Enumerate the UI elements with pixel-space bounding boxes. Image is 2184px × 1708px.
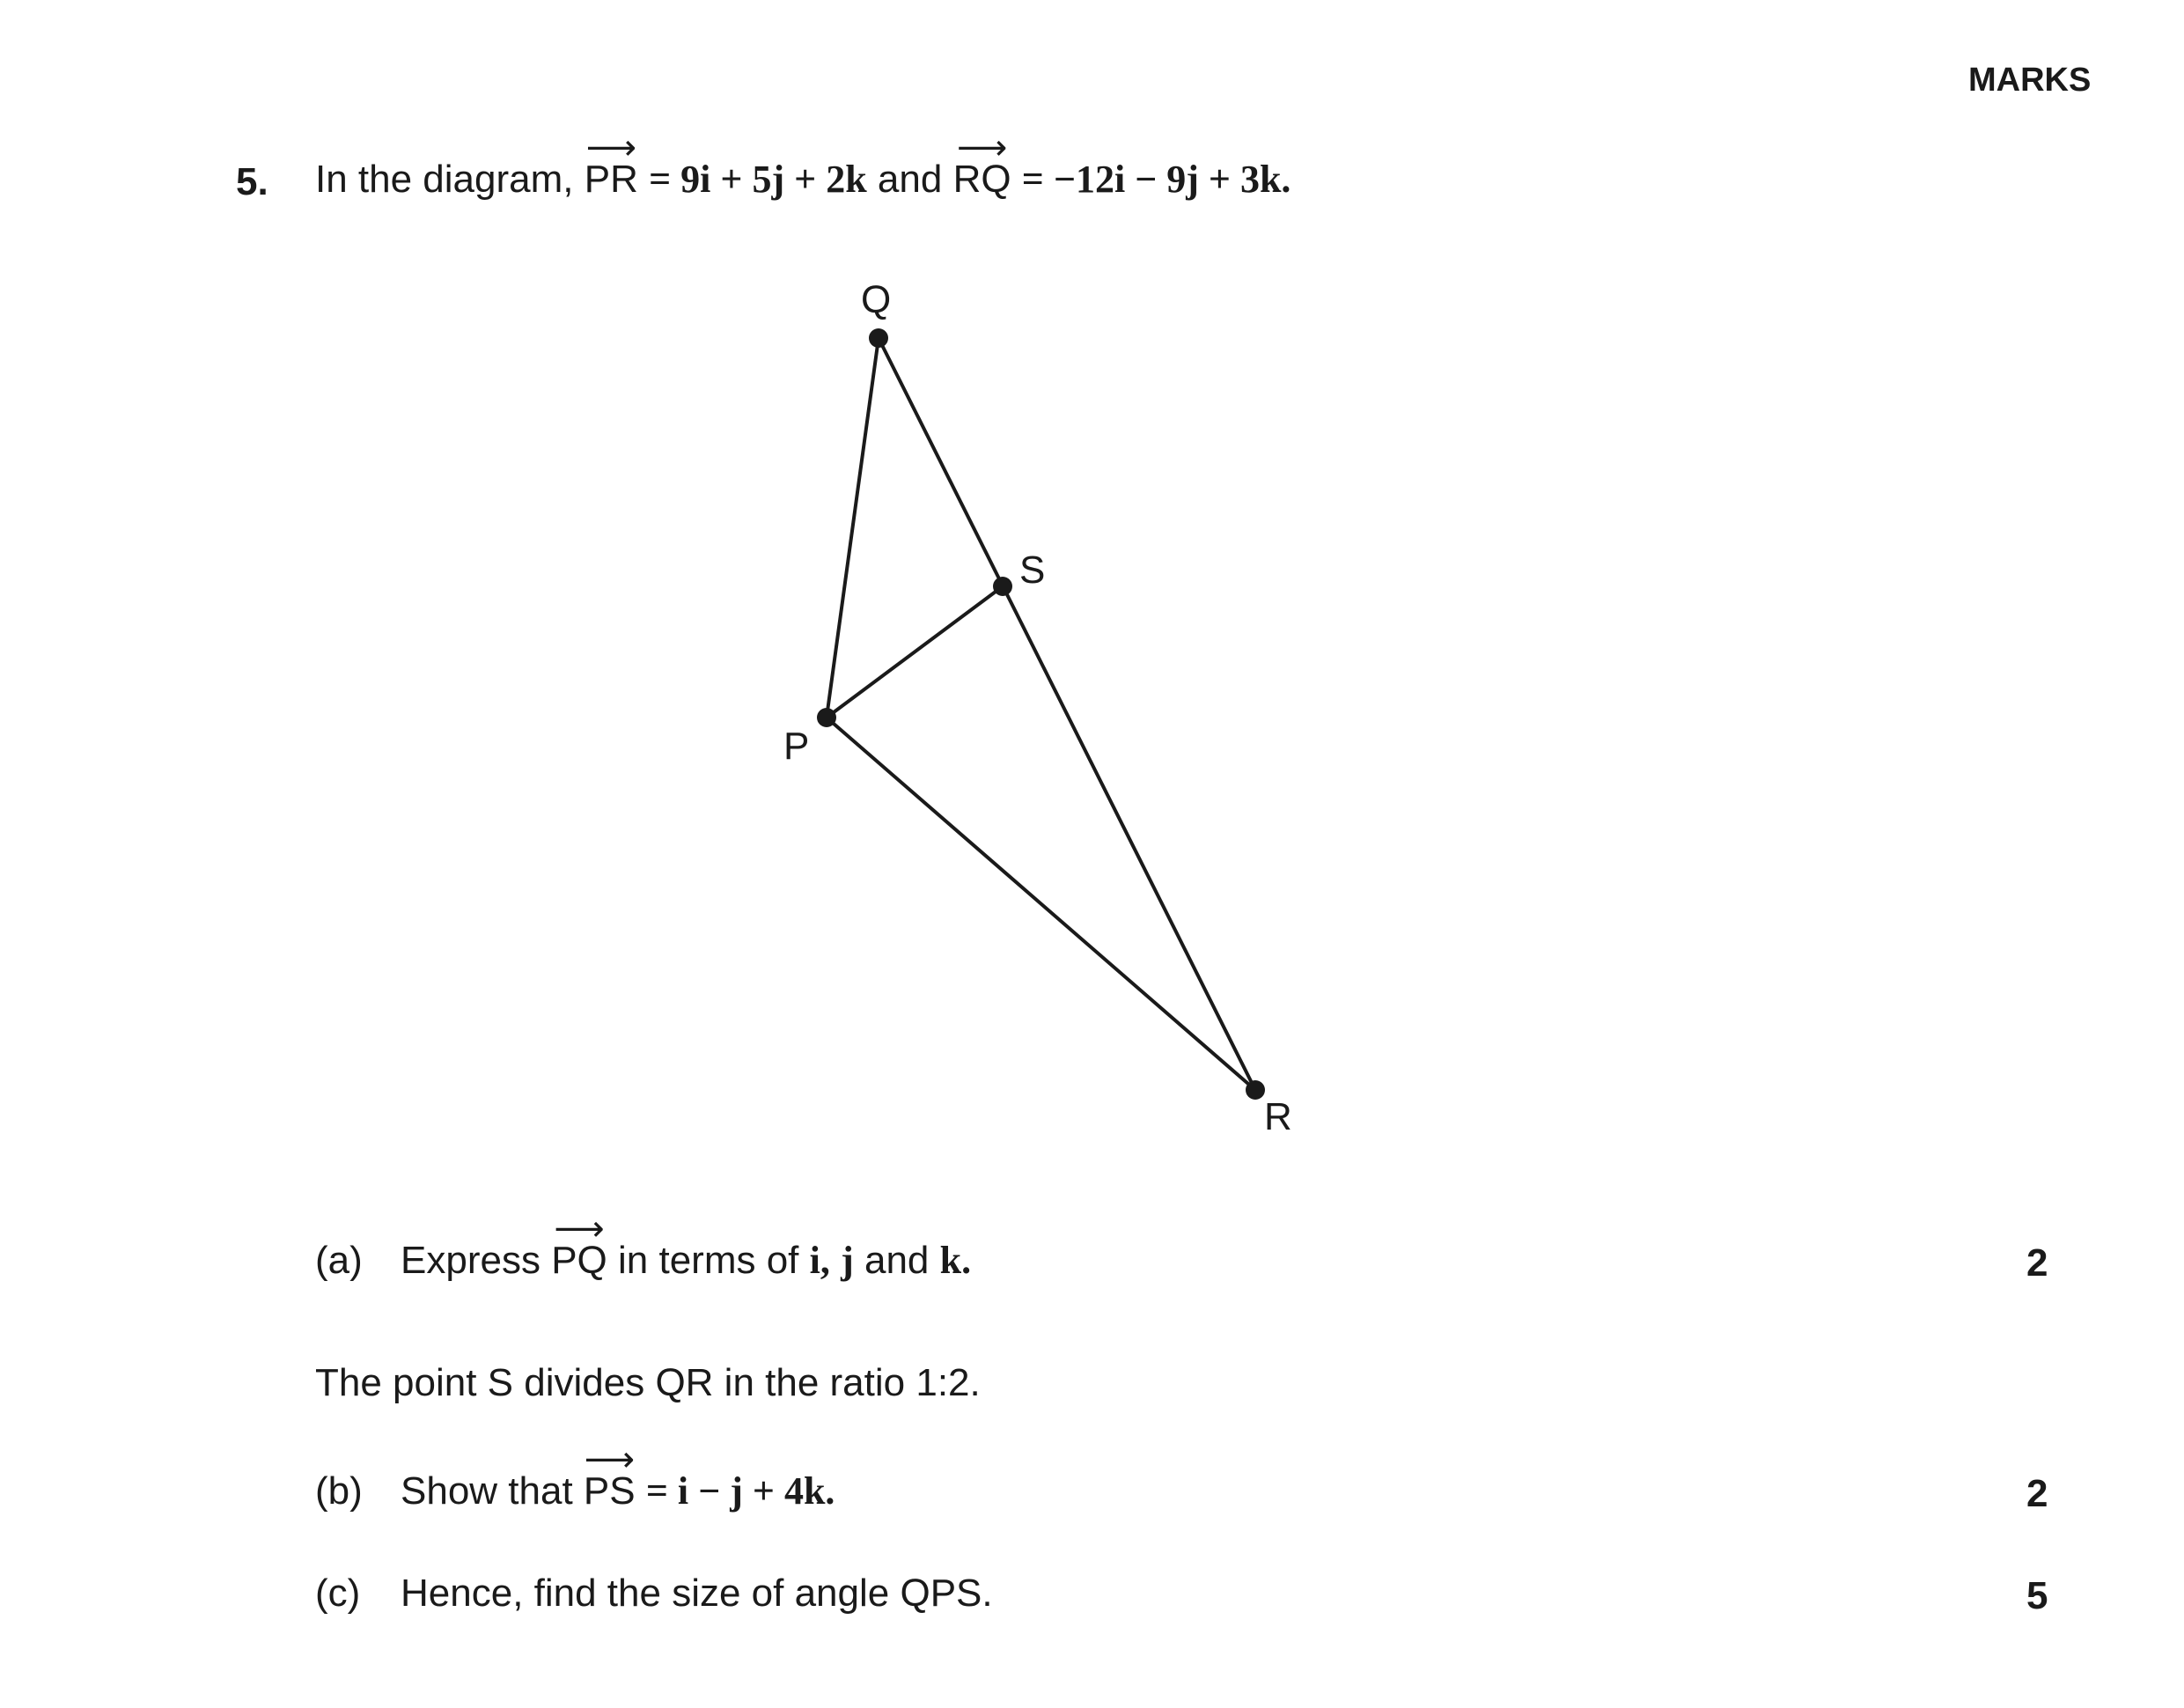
intro-and: and [877, 158, 943, 201]
vector-arrow-icon: ⟶ [554, 1209, 605, 1249]
edge-qr [879, 338, 1255, 1090]
part-c-label: (c) [315, 1572, 361, 1615]
vector-rq: ⟶ RQ [952, 128, 1011, 201]
edge-pr [827, 718, 1255, 1090]
point-q [869, 328, 888, 348]
intro-lead: In the diagram, [315, 158, 574, 201]
part-a-marks: 2 [2026, 1241, 2048, 1285]
part-b-marks: 2 [2026, 1472, 2048, 1515]
point-s [993, 577, 1012, 596]
vector-pq: ⟶ PQ [551, 1209, 607, 1282]
part-a-label: (a) [315, 1239, 363, 1282]
part-c-marks: 5 [2026, 1574, 2048, 1617]
label-p: P [783, 725, 810, 768]
part-c-text: Hence, find the size of angle QPS. [401, 1572, 993, 1615]
vector-arrow-icon: ⟶ [584, 1439, 635, 1480]
label-q: Q [861, 278, 892, 321]
part-b-label: (b) [315, 1469, 363, 1513]
point-r [1246, 1080, 1265, 1100]
ratio-statement: The point S divides QR in the ratio 1:2. [315, 1361, 981, 1404]
part-a-text: Express ⟶ PQ in terms of i, j and k. [401, 1209, 972, 1282]
ps-equation: = i − j + 4k. [645, 1469, 835, 1513]
marks-column-header: MARKS [1968, 62, 2092, 99]
edge-ps [827, 586, 1003, 718]
vector-pr: ⟶ PR [584, 128, 638, 201]
question-number: 5. [236, 160, 268, 203]
part-b-text: Show that ⟶ PS = i − j + 4k. [401, 1439, 835, 1513]
pr-equation: = 9i + 5j + 2k [649, 158, 867, 201]
rq-equation: = −12i − 9j + 3k. [1021, 158, 1291, 201]
edge-qp [827, 338, 879, 718]
vector-arrow-icon: ⟶ [956, 128, 1008, 168]
point-p [817, 708, 836, 727]
label-s: S [1019, 548, 1046, 592]
label-r: R [1264, 1095, 1292, 1138]
vector-arrow-icon: ⟶ [585, 128, 636, 168]
vector-ps: ⟶ PS [583, 1439, 636, 1513]
